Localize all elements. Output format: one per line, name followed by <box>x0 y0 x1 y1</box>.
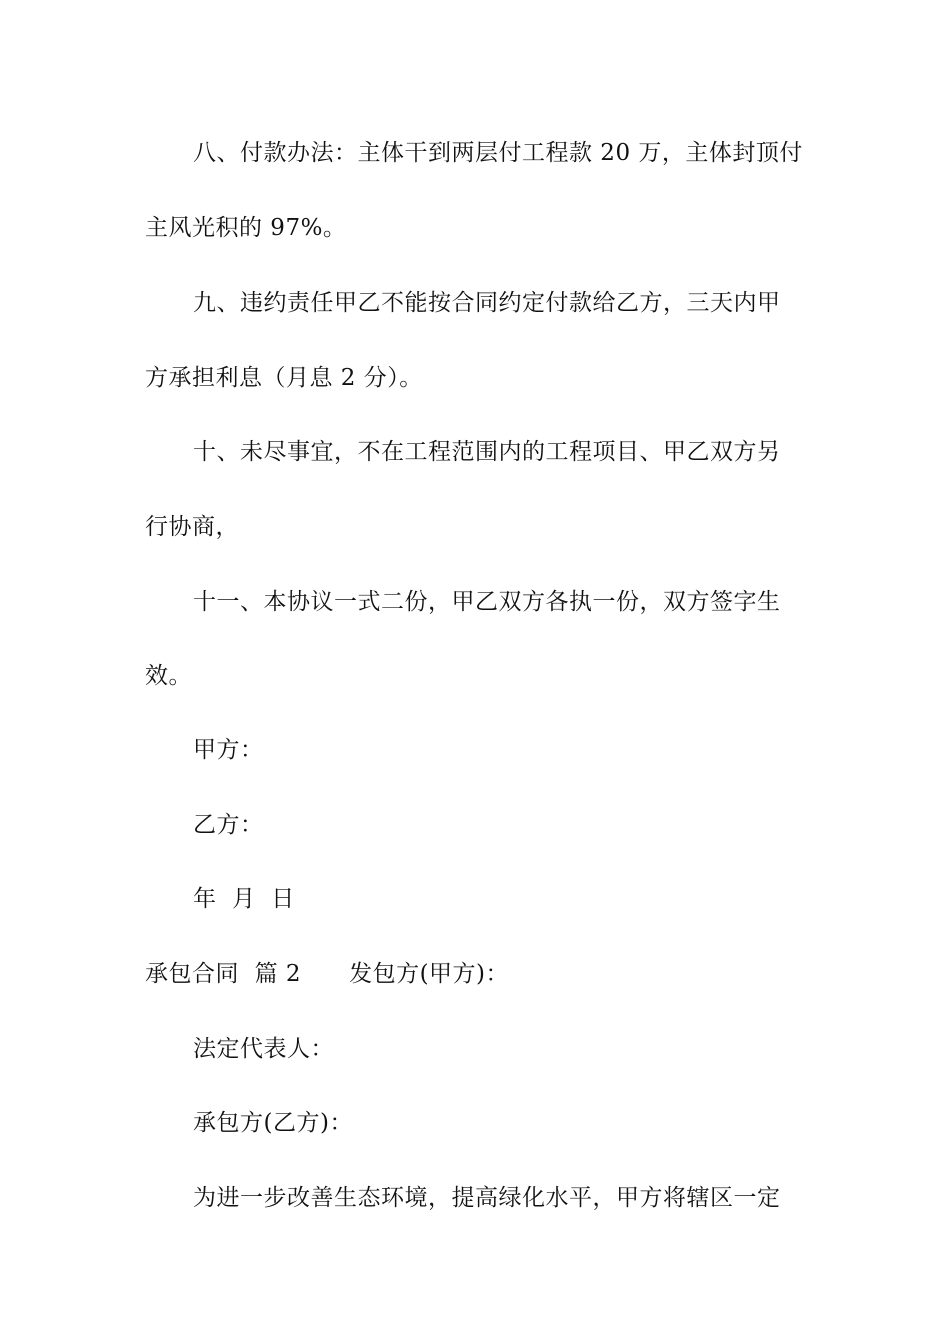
contract-2-intro: 为进一步改善生态环境，提高绿化水平，甲方将辖区一定 <box>193 1185 781 1211</box>
legal-representative: 法定代表人： <box>193 1036 334 1062</box>
clause-10-line-2: 行协商， <box>145 514 239 540</box>
clause-8-line-2: 主风光积的 97%。 <box>145 215 347 241</box>
clause-9-line-2: 方承担利息（月息 2 分）。 <box>145 365 423 391</box>
clause-8-line-1: 八、付款办法：主体干到两层付工程款 20 万，主体封顶付 <box>193 140 803 166</box>
clause-11-line-2: 效。 <box>145 663 192 689</box>
party-a-signature: 甲方： <box>193 737 264 763</box>
clause-10-line-1: 十、未尽事宜，不在工程范围内的工程项目、甲乙双方另 <box>193 439 781 465</box>
date-line: 年 月 日 <box>193 886 295 912</box>
clause-9-line-1: 九、违约责任甲乙不能按合同约定付款给乙方，三天内甲 <box>193 290 781 316</box>
clause-11-line-1: 十一、本协议一式二份，甲乙双方各执一份，双方签字生 <box>193 589 781 615</box>
contractor-party-b: 承包方(乙方)： <box>193 1110 353 1136</box>
contract-2-heading <box>145 954 825 994</box>
contract-2-issuer: 发包方(甲方)： <box>349 961 510 987</box>
contract-2-title: 承包合同 篇 2 <box>145 961 302 987</box>
party-b-signature: 乙方： <box>193 812 264 838</box>
